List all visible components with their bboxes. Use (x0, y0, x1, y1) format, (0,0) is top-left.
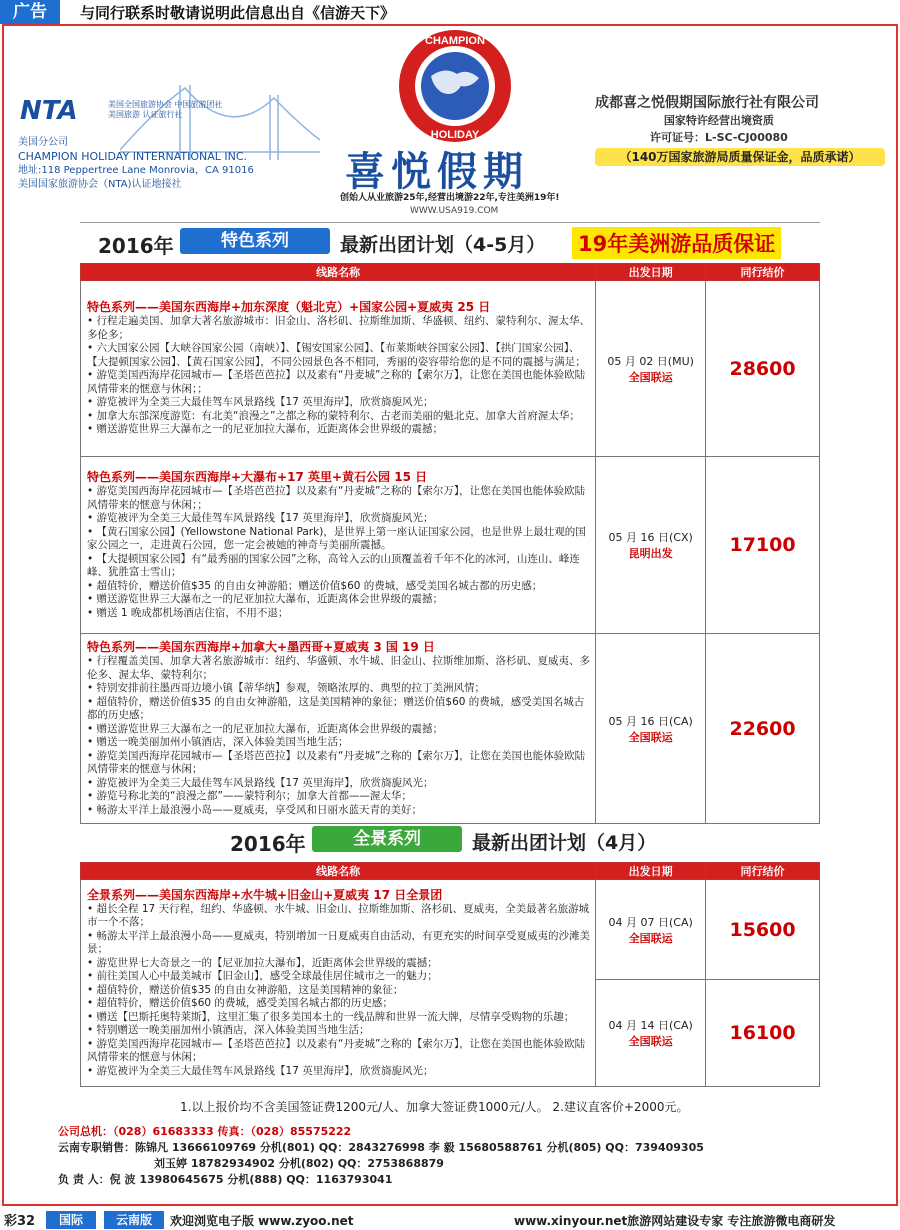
route-cell (81, 457, 596, 634)
route-item: • 特别安排前往墨西哥边境小镇【蒂华纳】参观，领略浓厚的、典型的拉丁美洲风情； (87, 682, 591, 696)
route-item: • 游览美国西海岸花园城市—【圣塔芭芭拉】以及素有“丹麦城”之称的【索尔万】，让您在美国也能体验欧陆风情带来的惬意与休闲；； (87, 485, 591, 512)
company-name: 成都喜之悦假期国际旅行社有限公司 (595, 95, 819, 111)
table-header-row (81, 863, 820, 880)
route-item: • 赠送【巴斯托奥特莱斯】，这里汇集了很多美国本土的一线品牌和世界一流大牌，尽情享受购物的乐趣； (87, 1011, 591, 1025)
price-cell: 16100 (706, 980, 820, 1087)
table-row[interactable] (81, 880, 820, 980)
route-item: • 游览被评为全美三大最佳驾车风景路线【17 英里海岸】，欣赏旖旎风光； (87, 777, 591, 791)
price-cell: 15600 (706, 880, 820, 980)
section1-table (80, 263, 820, 824)
date-cell: 05 月 02 日(MU) 全国联运 (596, 281, 706, 457)
date-cell: 05 月 16 日(CA) 全国联运 (596, 634, 706, 824)
divider (80, 222, 820, 223)
route-item: • 行程走遍美国、加拿大著名旅游城市：旧金山、洛杉矶、拉斯维加斯、华盛顿、纽约、蒙特利尔、渥太华、多伦多； (87, 315, 591, 342)
table-header-row (81, 264, 820, 281)
price-cell: 28600 (706, 281, 820, 457)
price-cell: 22600 (706, 634, 820, 824)
route-item: • 超长全程 17 天行程，纽约、华盛顿、水牛城、旧金山、拉斯维加斯、洛杉矶、夏威夷，全美最著名旅游城市一个不落； (87, 903, 591, 930)
table-row[interactable] (81, 281, 820, 457)
date-cell: 04 月 14 日(CA) 全国联运 (596, 980, 706, 1087)
col-date: 出发日期 (596, 863, 706, 880)
emblem-top-text: CHAMPION (425, 35, 485, 47)
route-item: • 赠送游览世界三大瀑布之一的尼亚加拉大瀑布，近距离体会世界级的震撼； (87, 423, 591, 437)
section2-ribbon: 全景系列 (312, 826, 462, 852)
ad-text: 与同行联系时敬请说明此信息出自《信游天下》 (80, 4, 396, 22)
section2-table (80, 862, 820, 1087)
route-item: • 前往美国人心中最美城市【旧金山】，感受全球最佳居住城市之一的魅力； (87, 970, 591, 984)
nta-logo: NTA (20, 96, 78, 126)
route-item: • 畅游太平洋上最浪漫小岛——夏威夷，特别增加一日夏威夷自由活动，有更充实的时间享受夏威夷的沙滩美景； (87, 930, 591, 957)
route-item: • 游览美国西海岸花园城市—【圣塔芭芭拉】以及素有“丹麦城”之称的【索尔万】，让您在美国也能体验欧陆风情带来的惬意与休闲；； (87, 369, 591, 396)
route-item: • 超值特价，赠送价值$35 的自由女神游船，这是美国精神的象征；赠送价值$60 的费城，感受美国名城古都的历史感； (87, 696, 591, 723)
date-cell: 05 月 16 日(CX) 昆明出发 (596, 457, 706, 634)
route-title: 特色系列——美国东西海岸+加拿大+墨西哥+夏威夷 3 国 19 日 (87, 640, 435, 654)
hq-phone: 公司总机：（028）61683333 传真：（028）85575222 (58, 1125, 352, 1138)
route-title: 特色系列——美国东西海岸+大瀑布+17 英里+黄石公园 15 日 (87, 470, 428, 484)
section1-year: 2016年 (98, 234, 174, 258)
route-item: • 超值特价，赠送价值$35 的自由女神游船；赠送价值$60 的费城，感受美国名城古都的历史感； (87, 580, 591, 594)
contact-info: 公司总机：（028）61683333 传真：（028）85575222 云南专职销售：陈锦凡 13666109769 分机(801) QQ：2843276998 李 毅 15680588761 分机(805) QQ：739409305 刘玉婷 18782934902 分机(802) QQ：2753868879 负 责 人：倪 波 13980645675 分机(888) QQ：1163793041 (58, 1125, 704, 1186)
route-item: • 【大提顿国家公园】有“最秀丽的国家公园”之称，高耸入云的山顶覆盖着千年不化的冰河，山连山、峰连峰、犹胜富士雪山； (87, 553, 591, 580)
route-item: • 游览被评为全美三大最佳驾车风景路线【17 英里海岸】，欣赏旖旎风光； (87, 512, 591, 526)
brand-url[interactable]: WWW.USA919.COM (410, 206, 499, 216)
price-notes: 1.以上报价均不含美国签证费1200元/人、加拿大签证费1000元/人。 2.建议直客价+2000元。 (180, 1100, 689, 1114)
section2-year: 2016年 (230, 832, 306, 856)
col-route: 线路名称 (81, 264, 596, 281)
footer-tag-intl: 国际 (46, 1211, 96, 1229)
route-item: • 超值特价，赠送价值$60 的费城，感受美国名城古都的历史感； (87, 997, 591, 1011)
route-item: • 游览被评为全美三大最佳驾车风景路线【17 英里海岸】，欣赏旖旎风光； (87, 396, 591, 410)
us-branch-info: 美国分公司 CHAMPION HOLIDAY INTERNATIONAL INC. 地址:118 Peppertree Lane Monrovia，CA 91016 美国国家旅游协会（NTA)认证地接社 (18, 137, 254, 190)
col-date: 出发日期 (596, 264, 706, 281)
route-item: • 六大国家公园【大峡谷国家公园（南峡）】、【锡安国家公园】、【布莱斯峡谷国家公园】、【拱门国家公园】、【大提顿国家公园】、【黄石国家公园】，不同公园景色各不相同，秀丽的姿容带给您的是不同的震撼与满足； (87, 342, 591, 369)
route-item: • 畅游太平洋上最浪漫小岛——夏威夷，享受风和日丽水蓝天青的美好； (87, 804, 591, 818)
section1-ribbon: 特色系列 (180, 228, 330, 254)
footer-tag-yunnan: 云南版 (104, 1211, 164, 1229)
route-item: • 超值特价，赠送价值$35 的自由女神游船，这是美国精神的象征； (87, 984, 591, 998)
route-item: • 特别赠送一晚美丽加州小镇酒店，深入体验美国当地生活； (87, 1024, 591, 1038)
col-price: 同行结价 (706, 863, 820, 880)
route-item: • 游览被评为全美三大最佳驾车风景路线【17 英里海岸】，欣赏旖旎风光； (87, 1065, 591, 1079)
route-title: 特色系列——美国东西海岸+加东深度（魁北克）+国家公园+夏威夷 25 日 (87, 300, 491, 315)
route-item: • 加拿大东部深度游览：有北美“浪漫之”之都之称的蒙特利尔、古老而美丽的魁北克、加拿大首府渥太华； (87, 410, 591, 424)
ad-tag: 广告 (0, 0, 60, 24)
emblem-bottom-text: HOLIDAY (430, 129, 480, 141)
route-item: • 游览号称北美的“浪漫之都”——蒙特利尔；加拿大首都——渥太华； (87, 790, 591, 804)
brand-name: 喜悦假期 (345, 148, 529, 195)
nta-subtitle: 美国全国旅游协会 中国旅游团社 美国旅游 认证旅行社 (108, 100, 223, 119)
route-item: • 赠送游览世界三大瀑布之一的尼亚加拉大瀑布，近距离体会世界级的震撼； (87, 593, 591, 607)
col-price: 同行结价 (706, 264, 820, 281)
route-cell (81, 880, 596, 1087)
price-cell: 17100 (706, 457, 820, 634)
route-item: • 游览美国西海岸花园城市—【圣塔芭芭拉】以及素有“丹麦城”之称的【索尔万】，让您在美国也能体验欧陆风情带来的惬意与休闲； (87, 1038, 591, 1065)
col-route: 线路名称 (81, 863, 596, 880)
ad-bar (0, 0, 900, 24)
quality-banner: 19年美洲游品质保证 (572, 227, 781, 259)
route-item: • 行程覆盖美国、加拿大著名旅游城市：纽约、华盛顿、水牛城、旧金山、拉斯维加斯、洛杉矶、夏威夷、多伦多、渥太华、蒙特利尔； (87, 655, 591, 682)
guarantee-badge: （140万国家旅游局质量保证金，品质承诺） (595, 148, 885, 166)
section1-plan: 最新出团计划（4-5月） (340, 234, 546, 256)
route-item: • 赠送游览世界三大瀑布之一的尼亚加拉大瀑布，近距离体会世界级的震撼； (87, 723, 591, 737)
page-number: 彩32 (4, 1214, 36, 1229)
route-item: • 赠送一晚美丽加州小镇酒店，深入体验美国当地生活； (87, 736, 591, 750)
route-cell (81, 281, 596, 457)
table-row[interactable] (81, 457, 820, 634)
champion-holiday-emblem-icon (395, 26, 515, 146)
route-item: • 【黄石国家公园】(Yellowstone National Park)，是世界上第一座认证国家公园，也是世界上最壮观的国家公园之一，走进黄石公园，您一定会被她的神奇与美丽所震撼。 (87, 526, 591, 553)
route-title: 全景系列——美国东西海岸+水牛城+旧金山+夏威夷 17 日全景团 (87, 887, 443, 902)
section2-plan: 最新出团计划（4月） (472, 832, 657, 854)
license-info: 国家特许经营出境资质 许可证号：L-SC-CJ00080 (650, 114, 788, 144)
route-item: • 游览世界七大奇景之一的【尼亚加拉大瀑布】，近距离体会世界级的震撼； (87, 957, 591, 971)
footer-right-link[interactable]: www.xinyour.net旅游网站建设专家 专注旅游微电商研发 (514, 1214, 836, 1228)
table-row[interactable] (81, 634, 820, 824)
route-item: • 赠送 1 晚成都机场酒店住宿，不用不退； (87, 607, 591, 621)
route-item: • 游览美国西海岸花园城市—【圣塔芭芭拉】以及素有“丹麦城”之称的【索尔万】，让您在美国也能体验欧陆风情带来的惬意与休闲； (87, 750, 591, 777)
brand-slogan: 创始人从业旅游25年,经营出境游22年,专注美洲19年! (340, 193, 560, 203)
route-cell (81, 634, 596, 824)
footer-left-link[interactable]: 欢迎浏览电子版 www.zyoo.net (170, 1214, 354, 1228)
date-cell: 04 月 07 日(CA) 全国联运 (596, 880, 706, 980)
